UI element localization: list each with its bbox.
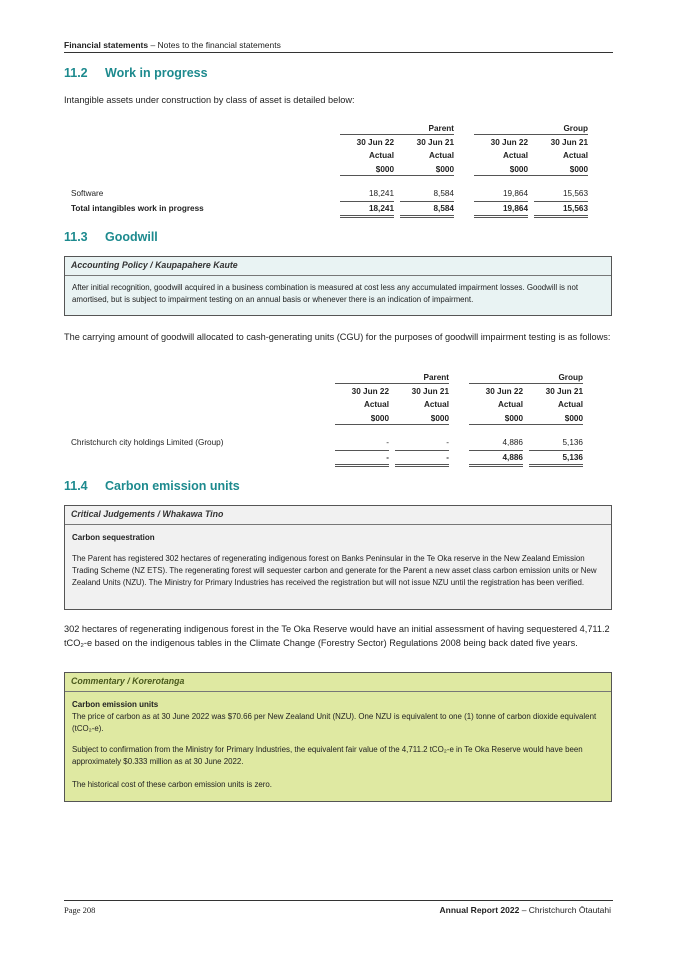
box-title: Commentary / Korerotanga xyxy=(71,676,185,686)
header-underline xyxy=(340,134,454,135)
table-cell: 15,563 xyxy=(562,189,588,198)
table-cell: 19,864 xyxy=(502,189,528,198)
col-unit: $000 xyxy=(569,164,588,174)
table-col-header xyxy=(395,385,449,425)
table-cell: 8,584 xyxy=(433,189,454,198)
double-underline xyxy=(469,464,523,465)
table-total-cell: 4,886 xyxy=(502,453,523,462)
col-unit: $000 xyxy=(504,413,523,423)
col-actual: Actual xyxy=(557,400,583,410)
critical-judgements-box xyxy=(64,505,612,610)
section-number: 11.2 xyxy=(64,66,88,80)
col-date: 30 Jun 22 xyxy=(351,387,389,396)
table-col-header xyxy=(529,385,583,425)
header-underline xyxy=(474,134,588,135)
table-col-header xyxy=(534,136,588,176)
running-header-section: Financial statements xyxy=(64,40,149,50)
box-title: Critical Judgements / Whakawa Tino xyxy=(71,509,224,519)
subtotal-rule xyxy=(534,201,588,202)
double-underline xyxy=(529,466,583,467)
header-underline xyxy=(340,175,454,176)
col-unit: $000 xyxy=(564,413,583,423)
table-header-parent: Parent xyxy=(423,373,449,382)
box-subheading: Carbon emission units xyxy=(72,700,159,709)
box-title-rule xyxy=(65,275,611,276)
col-date: 30 Jun 21 xyxy=(416,138,454,147)
double-underline xyxy=(534,217,588,218)
col-unit: $000 xyxy=(370,413,389,423)
table-header-parent: Parent xyxy=(428,124,454,133)
col-unit: $000 xyxy=(430,413,449,423)
subtotal-rule xyxy=(335,450,389,451)
box-text: The Parent has registered 302 hectares of regenerating indigenous forest on Banks Peninsular in the Te Oka reserve in the New Zealand Emission Trading Scheme (NZ ETS). The regenerating forest will sequester carbon and generate for the Parent a new asset class carbon emission units or New Zealand Units (NZU). The Ministry for Primary Industries has received the registration but will not issue NZU until the registration has been verified. xyxy=(72,554,597,588)
col-unit: $000 xyxy=(375,164,394,174)
col-actual: Actual xyxy=(497,400,523,410)
double-underline xyxy=(400,215,454,216)
header-underline xyxy=(474,175,588,176)
section-11-3-heading xyxy=(64,230,158,244)
double-underline xyxy=(395,464,449,465)
running-header-subsection: – Notes to the financial statements xyxy=(148,40,281,50)
section-11-4-paragraph: 302 hectares of regenerating indigenous forest in the Te Oka Reserve would have an initial assessment of having sequestered 4,711.2 tCO₂-e based on the indigenous tables in the Climate Change (Forestry Sector) Regulations 2008 being back dated five years. xyxy=(64,624,610,648)
table-col-header xyxy=(474,136,528,176)
table-cell: 5,136 xyxy=(562,438,583,447)
section-11-3-intro: The carrying amount of goodwill allocated to cash-generating units (CGU) for the purposes of goodwill impairment testing is as follows: xyxy=(64,332,611,342)
double-underline xyxy=(469,466,523,467)
table-cell: - xyxy=(446,438,449,447)
table-row-label: Christchurch city holdings Limited (Group) xyxy=(71,438,224,447)
section-title: Carbon emission units xyxy=(105,479,240,493)
commentary-paragraph-3: The historical cost of these carbon emission units is zero. xyxy=(72,780,272,789)
footer-divider xyxy=(64,900,613,901)
col-date: 30 Jun 21 xyxy=(545,387,583,396)
subtotal-rule xyxy=(395,450,449,451)
header-underline xyxy=(469,424,583,425)
table-total-cell: 19,864 xyxy=(502,204,528,213)
commentary-paragraph-1: The price of carbon as at 30 June 2022 was $70.66 per New Zealand Unit (NZU). One NZU is equivalent to one (1) tonne of carbon dioxide equivalent (tCO₂-e). xyxy=(72,712,597,734)
col-date: 30 Jun 22 xyxy=(356,138,394,147)
col-date: 30 Jun 21 xyxy=(550,138,588,147)
table-header-group: Group xyxy=(563,124,588,133)
box-title-rule xyxy=(65,524,611,525)
box-text: After initial recognition, goodwill acquired in a business combination is measured at cost less any accumulated impairment losses. Goodwill is not amortised, but is subject to impairment testing on an annual basis or whenever there is an indication of impairment. xyxy=(72,283,579,305)
table-col-header xyxy=(340,136,394,176)
double-underline xyxy=(340,217,394,218)
col-date: 30 Jun 21 xyxy=(411,387,449,396)
table-total-cell: 18,241 xyxy=(368,204,394,213)
commentary-box xyxy=(64,672,612,802)
subtotal-rule xyxy=(474,201,528,202)
subtotal-rule xyxy=(469,450,523,451)
col-actual: Actual xyxy=(562,151,588,161)
double-underline xyxy=(395,466,449,467)
header-divider xyxy=(64,52,613,53)
table-total-cell: 8,584 xyxy=(433,204,454,213)
col-actual: Actual xyxy=(423,400,449,410)
table-total-cell: 15,563 xyxy=(562,204,588,213)
header-underline xyxy=(335,424,449,425)
table-col-header xyxy=(400,136,454,176)
col-date: 30 Jun 22 xyxy=(490,138,528,147)
col-unit: $000 xyxy=(509,164,528,174)
box-title: Accounting Policy / Kaupapahere Kaute xyxy=(71,260,238,270)
subtotal-rule xyxy=(529,450,583,451)
accounting-policy-box xyxy=(64,256,612,316)
page-number: Page 208 xyxy=(64,905,96,915)
double-underline xyxy=(474,217,528,218)
running-header xyxy=(64,40,281,50)
table-header-group: Group xyxy=(558,373,583,382)
table-row-label: Software xyxy=(71,189,104,198)
section-11-2-intro: Intangible assets under construction by class of asset is detailed below: xyxy=(64,95,355,105)
table-cell: 4,886 xyxy=(502,438,523,447)
double-underline xyxy=(474,215,528,216)
table-col-header xyxy=(469,385,523,425)
double-underline xyxy=(400,217,454,218)
header-underline xyxy=(335,383,449,384)
col-actual: Actual xyxy=(502,151,528,161)
section-number: 11.4 xyxy=(64,479,88,493)
table-cell: - xyxy=(386,438,389,447)
box-title-rule xyxy=(65,691,611,692)
table-cell: 18,241 xyxy=(368,189,394,198)
col-unit: $000 xyxy=(435,164,454,174)
table-col-header xyxy=(335,385,389,425)
double-underline xyxy=(534,215,588,216)
section-11-4-heading xyxy=(64,479,240,493)
report-title xyxy=(440,905,611,915)
table-total-label: Total intangibles work in progress xyxy=(71,204,204,213)
table-total-cell: - xyxy=(446,453,449,462)
section-11-2-heading xyxy=(64,66,208,80)
table-total-cell: - xyxy=(386,453,389,462)
subtotal-rule xyxy=(340,201,394,202)
section-title: Goodwill xyxy=(105,230,158,244)
section-title: Work in progress xyxy=(105,66,208,80)
double-underline xyxy=(340,215,394,216)
subtotal-rule xyxy=(400,201,454,202)
box-subheading: Carbon sequestration xyxy=(72,533,155,542)
report-org: – Christchurch Ōtautahi xyxy=(519,905,611,915)
header-underline xyxy=(469,383,583,384)
col-date: 30 Jun 22 xyxy=(485,387,523,396)
commentary-paragraph-2: Subject to confirmation from the Ministry for Primary Industries, the equivalent fair value of the 4,711.2 tCO₂-e in Te Oka Reserve would have been approximately $0.333 million as at 30 June 2022. xyxy=(72,745,583,767)
double-underline xyxy=(335,466,389,467)
double-underline xyxy=(529,464,583,465)
section-number: 11.3 xyxy=(64,230,88,244)
double-underline xyxy=(335,464,389,465)
table-total-cell: 5,136 xyxy=(562,453,583,462)
report-name: Annual Report 2022 xyxy=(439,905,520,915)
col-actual: Actual xyxy=(428,151,454,161)
col-actual: Actual xyxy=(368,151,394,161)
col-actual: Actual xyxy=(363,400,389,410)
